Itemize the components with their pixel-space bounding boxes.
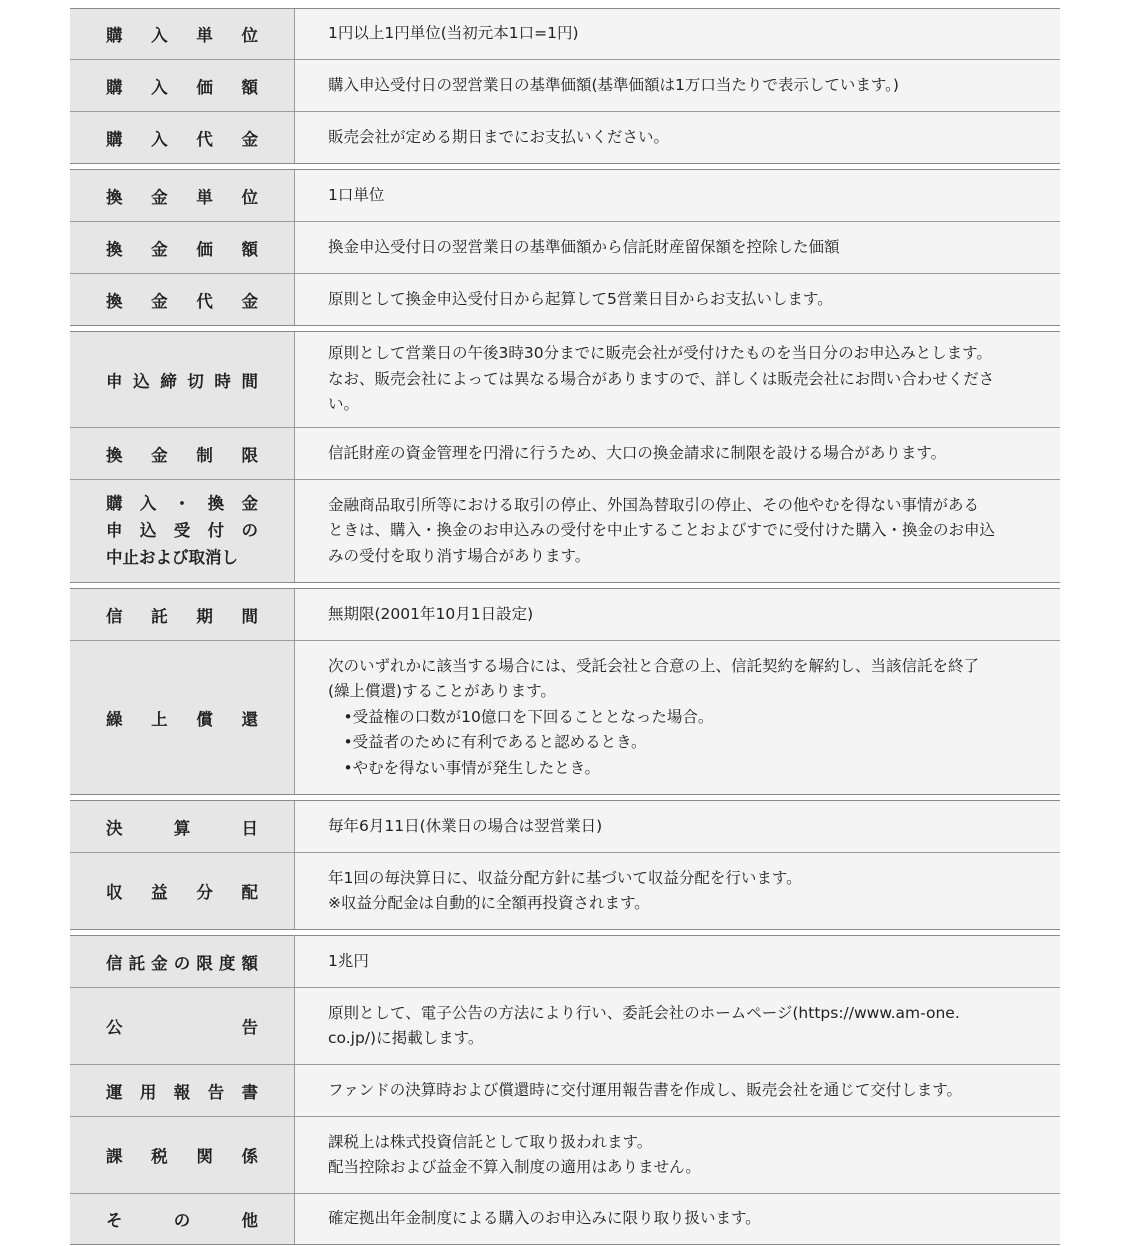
row-label: 換 金 制 限 (70, 428, 295, 479)
purchase-section (70, 8, 1060, 164)
row-value: 年1回の毎決算日に、収益分配方針に基づいて収益分配を行います。 ※収益分配金は自動的に全額再投資されます。 (295, 853, 1060, 929)
row-label: 購 入 価 額 (70, 60, 295, 111)
row-label: 公 告 (70, 988, 295, 1064)
table-row (70, 427, 1060, 479)
fund-info-table (70, 8, 1060, 1245)
table-row (70, 332, 1060, 427)
row-value: ファンドの決算時および償還時に交付運用報告書を作成し、販売会社を通じて交付します。 (295, 1065, 1060, 1116)
redemption-section (70, 169, 1060, 326)
row-value: 原則として、電子公告の方法により行い、委託会社のホームページ(https://www.am-one. co.jp/)に掲載します。 (295, 988, 1060, 1064)
row-value: 次のいずれかに該当する場合には、受託会社と合意の上、信託契約を解約し、当該信託を終了 (繰上償還)することがあります。 •受益権の口数が10億口を下回ることとなった場合。 •受益者のために有利であると認めるとき。 •やむを得ない事情が発生したとき。 (295, 641, 1060, 794)
row-value: 金融商品取引所等における取引の停止、外国為替取引の停止、その他やむを得ない事情がある ときは、購入・換金のお申込みの受付を中止することおよびすでに受付けた購入・換金のお申込 みの受付を取り消す場合があります。 (295, 480, 1060, 582)
row-label: 信 託 期 間 (70, 589, 295, 640)
table-row (70, 801, 1060, 852)
table-row (70, 59, 1060, 111)
row-label: 換 金 価 額 (70, 222, 295, 273)
row-value: 原則として営業日の午後3時30分までに販売会社が受付けたものを当日分のお申込みとします。 なお、販売会社によっては異なる場合がありますので、詳しくは販売会社にお問い合わせくださ い。 (295, 332, 1060, 427)
row-label: 購 入 ・ 換 金 申 込 受 付 の 中止および取消し (70, 480, 295, 582)
table-row (70, 987, 1060, 1064)
row-label: 決 算 日 (70, 801, 295, 852)
table-row (70, 1064, 1060, 1116)
row-value: 課税上は株式投資信託として取り扱われます。 配当控除および益金不算入制度の適用はありません。 (295, 1117, 1060, 1193)
table-row (70, 111, 1060, 163)
table-row (70, 589, 1060, 640)
table-row (70, 273, 1060, 325)
row-label: 申 込 締 切 時 間 (70, 332, 295, 427)
table-row (70, 1116, 1060, 1193)
row-value: 販売会社が定める期日までにお支払いください。 (295, 112, 1060, 163)
table-row (70, 479, 1060, 582)
row-value: 確定拠出年金制度による購入のお申込みに限り取り扱います。 (295, 1194, 1060, 1244)
trust-period-section (70, 588, 1060, 795)
row-value: 毎年6月11日(休業日の場合は翌営業日) (295, 801, 1060, 852)
row-value: 1兆円 (295, 936, 1060, 987)
row-value: 1円以上1円単位(当初元本1口=1円) (295, 9, 1060, 59)
row-label: 課 税 関 係 (70, 1117, 295, 1193)
row-label: 購 入 代 金 (70, 112, 295, 163)
row-label: 運 用 報 告 書 (70, 1065, 295, 1116)
row-label: 収 益 分 配 (70, 853, 295, 929)
settlement-section (70, 800, 1060, 930)
row-value: 信託財産の資金管理を円滑に行うため、大口の換金請求に制限を設ける場合があります。 (295, 428, 1060, 479)
table-row (70, 640, 1060, 794)
table-row (70, 9, 1060, 59)
application-section (70, 331, 1060, 583)
other-section (70, 935, 1060, 1245)
row-label: そ の 他 (70, 1194, 295, 1244)
table-row (70, 1193, 1060, 1244)
row-label: 換 金 単 位 (70, 170, 295, 221)
table-row (70, 936, 1060, 987)
table-row (70, 170, 1060, 221)
row-value: 換金申込受付日の翌営業日の基準価額から信託財産留保額を控除した価額 (295, 222, 1060, 273)
row-value: 1口単位 (295, 170, 1060, 221)
table-row (70, 852, 1060, 929)
row-value: 購入申込受付日の翌営業日の基準価額(基準価額は1万口当たりで表示しています。) (295, 60, 1060, 111)
row-label: 繰 上 償 還 (70, 641, 295, 794)
row-label: 換 金 代 金 (70, 274, 295, 325)
row-value: 無期限(2001年10月1日設定) (295, 589, 1060, 640)
row-label: 購 入 単 位 (70, 9, 295, 59)
table-row (70, 221, 1060, 273)
row-label: 信 託 金 の 限 度 額 (70, 936, 295, 987)
row-value: 原則として換金申込受付日から起算して5営業日目からお支払いします。 (295, 274, 1060, 325)
